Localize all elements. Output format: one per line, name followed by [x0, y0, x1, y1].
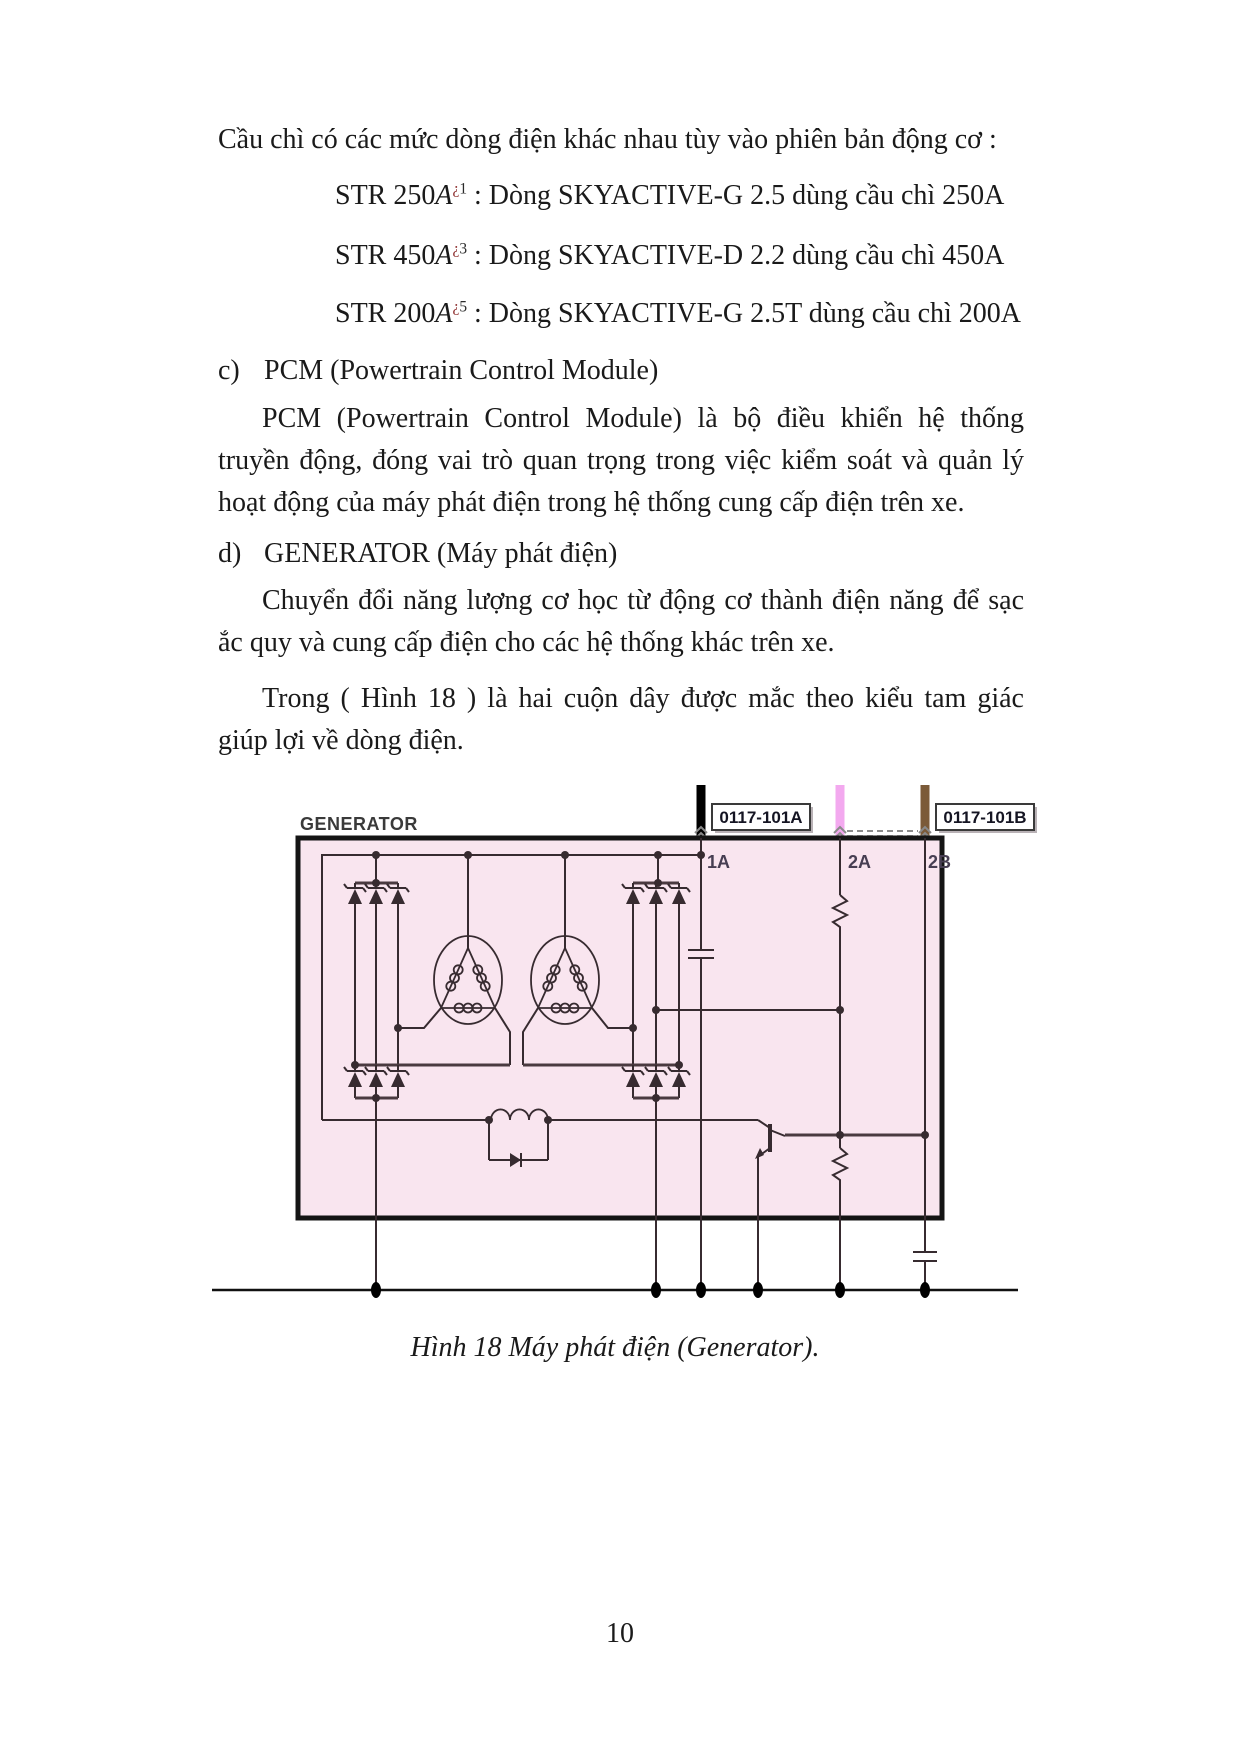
figure-caption: Hình 18 Máy phát điện (Generator). [410, 1332, 820, 1363]
fuse-var: A [435, 180, 453, 211]
section-label: c) [218, 355, 240, 386]
fuse-desc: : Dòng SKYACTIVE-D 2.2 dùng cầu chì 450A [467, 240, 1005, 271]
fuse-superscript: ¿5 [452, 298, 468, 316]
section-d-body: Chuyển đổi năng lượng cơ học từ động cơ thành điện năng để sạc ắc quy và cung cấp điện cho các hệ thống khác trên xe. [218, 585, 1024, 658]
fuse-superscript: ¿3 [452, 240, 468, 258]
connector-label-a [712, 804, 813, 833]
section-heading-c [218, 353, 658, 389]
pin-label-2b: 2B [928, 852, 952, 872]
fuse-code: STR 450 [335, 240, 436, 271]
section-title: GENERATOR (Máy phát điện) [264, 538, 618, 569]
page-number: 10 [606, 1618, 634, 1649]
section-heading-d [218, 536, 617, 572]
fuse-var: A [435, 298, 453, 329]
fuse-item [335, 178, 1004, 214]
fuse-code: STR 250 [335, 180, 436, 211]
pin-label-1a: 1A [707, 852, 731, 872]
figure-canvas [210, 780, 1040, 1340]
connector-label-b [936, 804, 1037, 833]
figure-generator [210, 780, 1027, 1340]
section-title: PCM (Powertrain Control Module) [264, 355, 659, 386]
intro-paragraph: Cầu chì có các mức dòng điện khác nhau tùy vào phiên bản động cơ : [218, 124, 997, 155]
section-label: d) [218, 538, 242, 569]
svg-text:0117-101A: 0117-101A [719, 808, 803, 827]
fuse-superscript: ¿1 [452, 180, 468, 198]
fuse-item [335, 296, 1021, 332]
generator-device-label: GENERATOR [300, 814, 418, 834]
section-d-body2: Trong ( Hình 18 ) là hai cuộn dây được mắc theo kiểu tam giác giúp lợi về dòng điện. [218, 683, 1024, 756]
svg-text:0117-101B: 0117-101B [943, 808, 1027, 827]
fuse-desc: : Dòng SKYACTIVE-G 2.5 dùng cầu chì 250A [467, 180, 1005, 211]
fuse-var: A [435, 240, 453, 271]
fuse-desc: : Dòng SKYACTIVE-G 2.5T dùng cầu chì 200A [467, 298, 1021, 329]
fuse-item [335, 238, 1004, 274]
fuse-code: STR 200 [335, 298, 436, 329]
section-c-body: PCM (Powertrain Control Module) là bộ điều khiển hệ thống truyền động, đóng vai trò quan trọng trong việc kiểm soát và quản lý hoạt động của máy phát điện trong hệ thống cung cấp điện trên xe. [218, 403, 1024, 518]
capacitor-icon [913, 1252, 937, 1261]
pin-label-2a: 2A [848, 852, 872, 872]
